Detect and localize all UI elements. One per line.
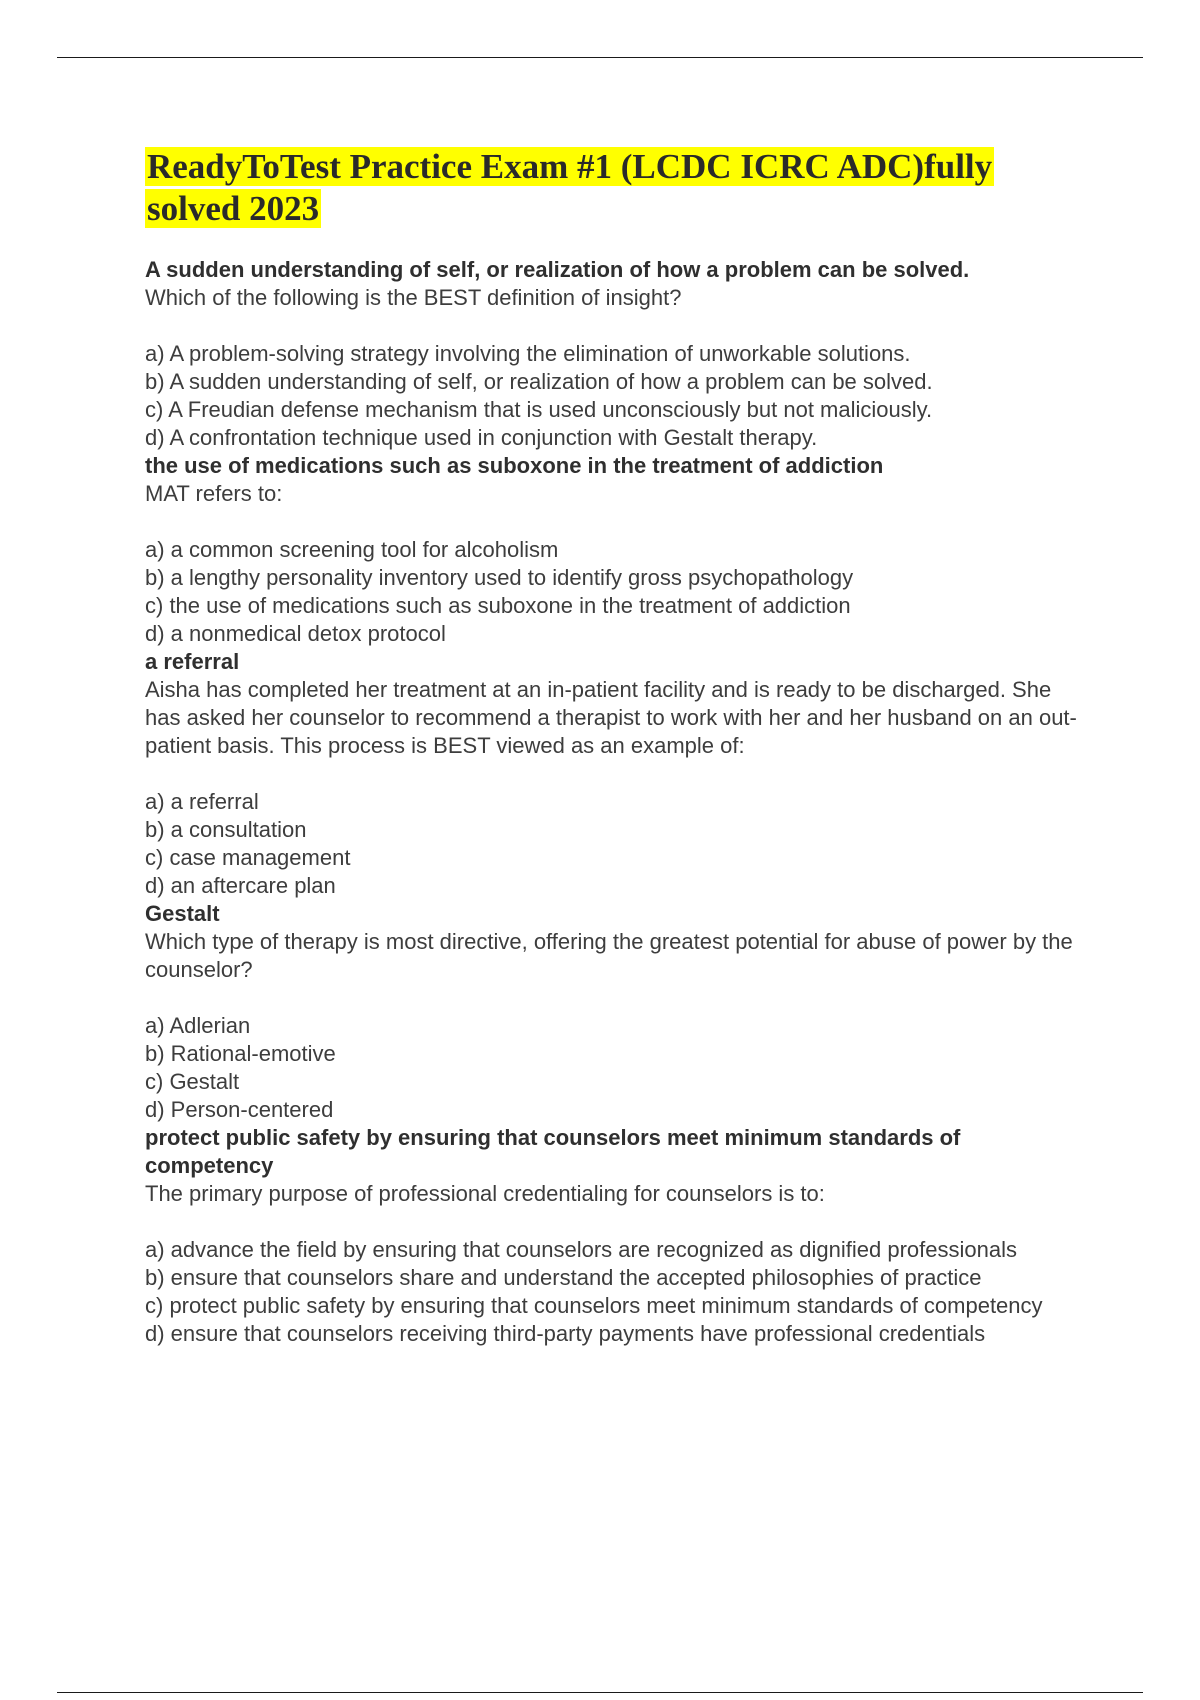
option-b: b) a lengthy personality inventory used to identify gross psychopathology (145, 565, 854, 590)
option-c: c) A Freudian defense mechanism that is used unconsciously but not maliciously. (145, 397, 933, 422)
option-a: a) a common screening tool for alcoholism (145, 537, 559, 562)
option-b: b) a consultation (145, 817, 307, 842)
option-c: c) case management (145, 845, 351, 870)
option-c: c) the use of medications such as suboxone in the treatment of addiction (145, 593, 851, 618)
document-title (145, 146, 1085, 230)
qa-item-5 (145, 1124, 1085, 1348)
answer-text: the use of medications such as suboxone in the treatment of addiction (145, 453, 884, 478)
question-text: Aisha has completed her treatment at an in-patient facility and is ready to be discharged. She has asked her counselor to recommend a therapist to work with her and her husband on an out-patient basis. This process is BEST viewed as an example of: (145, 677, 1077, 758)
document-body (145, 146, 1085, 1348)
option-a: a) Adlerian (145, 1013, 251, 1038)
question-text: The primary purpose of professional credentialing for counselors is to: (145, 1181, 825, 1206)
answer-text: Gestalt (145, 901, 220, 926)
option-d: d) Person-centered (145, 1097, 334, 1122)
options-list (145, 1236, 1085, 1348)
top-rule (57, 57, 1143, 58)
option-b: b) Rational-emotive (145, 1041, 336, 1066)
option-b: b) ensure that counselors share and understand the accepted philosophies of practice (145, 1265, 982, 1290)
options-list (145, 340, 1085, 452)
bottom-rule (57, 1692, 1143, 1693)
option-a: a) A problem-solving strategy involving the elimination of unworkable solutions. (145, 341, 911, 366)
options-list (145, 1012, 1085, 1124)
qa-item-2 (145, 452, 1085, 648)
option-d: d) ensure that counselors receiving third-party payments have professional credentials (145, 1321, 986, 1346)
option-b: b) A sudden understanding of self, or realization of how a problem can be solved. (145, 369, 933, 394)
question-text: Which type of therapy is most directive, offering the greatest potential for abuse of power by the counselor? (145, 929, 1073, 982)
option-d: d) a nonmedical detox protocol (145, 621, 446, 646)
question-text: MAT refers to: (145, 481, 283, 506)
answer-text: a referral (145, 649, 240, 674)
answer-text: A sudden understanding of self, or realization of how a problem can be solved. (145, 257, 970, 282)
qa-item-1 (145, 256, 1085, 452)
option-c: c) protect public safety by ensuring that counselors meet minimum standards of competency (145, 1293, 1043, 1318)
qa-item-3 (145, 648, 1085, 900)
option-a: a) a referral (145, 789, 259, 814)
question-text: Which of the following is the BEST definition of insight? (145, 285, 682, 310)
highlighted-title-text: ReadyToTest Practice Exam #1 (LCDC ICRC ADC)fully solved 2023 (147, 147, 993, 228)
option-d: d) A confrontation technique used in conjunction with Gestalt therapy. (145, 425, 818, 450)
answer-text: protect public safety by ensuring that counselors meet minimum standards of competency (145, 1125, 961, 1178)
option-c: c) Gestalt (145, 1069, 240, 1094)
options-list (145, 536, 1085, 648)
qa-item-4 (145, 900, 1085, 1124)
option-a: a) advance the field by ensuring that counselors are recognized as dignified professionals (145, 1237, 1017, 1262)
option-d: d) an aftercare plan (145, 873, 336, 898)
options-list (145, 788, 1085, 900)
